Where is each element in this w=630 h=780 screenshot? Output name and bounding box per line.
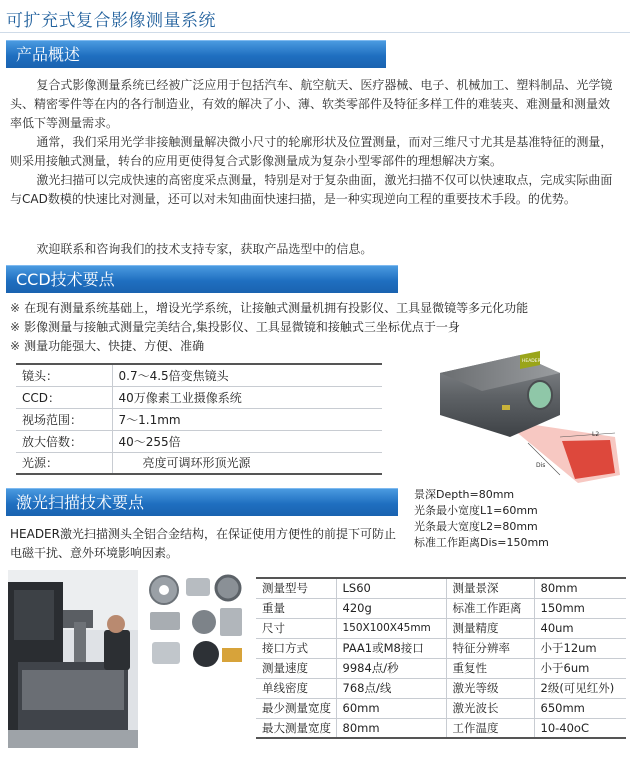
ccd-bullet-text-3: 测量功能强大、快捷、方便、准确: [24, 339, 205, 353]
table-row: [256, 658, 626, 678]
table-row: [256, 578, 626, 598]
machine-photo: [8, 570, 138, 748]
spec-label: 测量精度: [446, 618, 534, 638]
laser-dim-max-width: 光条最大宽度L2=80mm: [414, 520, 538, 533]
spec-label: 测量景深: [446, 578, 534, 598]
section-header-ccd: CCD技术要点: [6, 265, 398, 293]
spec-value: 7～1.1mm: [112, 408, 382, 430]
spec-label: 标准工作距离: [446, 598, 534, 618]
table-row: [16, 386, 382, 408]
spec-label: 最少测量宽度: [256, 698, 336, 718]
spec-label: 激光等级: [446, 678, 534, 698]
spec-value: 150mm: [534, 598, 626, 618]
table-row: [256, 638, 626, 658]
part-sensor: [193, 641, 219, 667]
laser-emitter: [502, 405, 510, 410]
spec-value: 768点/线: [336, 678, 446, 698]
overview-paragraph-2: 通常，我们采用光学非接触测量解决微小尺寸的轮廓形状及位置测量，而对三维尺寸尤其是基准特征的测量，则采用接触式测量，转台的应用更使得复合式影像测量成为复杂小型零部件的理想解决方案。: [10, 135, 613, 168]
spec-label: 单线密度: [256, 678, 336, 698]
spec-value: 2级(可见红外): [534, 678, 626, 698]
spec-value: 40～255倍: [112, 430, 382, 452]
spec-value: 80mm: [336, 718, 446, 738]
spec-value: 0.7～4.5倍变焦镜头: [112, 364, 382, 386]
laser-dim-depth: 景深Depth=80mm: [414, 488, 515, 501]
spec-label: 镜头：: [16, 364, 112, 386]
overview-paragraph-1: 复合式影像测量系统已经被广泛应用于包括汽车、航空航天、医疗器械、电子、机械加工、塑料制品、光学镜头、精密零件等在内的各行制造业，有效的解决了小、薄、软类零部件及特征多样工件的难装夹、难测量和测量效率低下等测量需求。: [10, 78, 613, 130]
table-row: [16, 430, 382, 452]
ccd-bullet-1: [10, 299, 528, 317]
spec-value: 40um: [534, 618, 626, 638]
spec-label: 重复性: [446, 658, 534, 678]
title-divider: [0, 32, 630, 33]
spec-value: 420g: [336, 598, 446, 618]
table-row: [256, 698, 626, 718]
part-plate: [150, 612, 180, 630]
spec-value: 650mm: [534, 698, 626, 718]
section-header-overview: 产品概述: [6, 40, 386, 68]
laser-description: HEADER激光扫描测头全铝合金结构，在保证使用方便性的前提下可防止电磁干扰、意外环境影响因素。: [10, 527, 396, 560]
table-row: [16, 452, 382, 474]
spec-value: 10-40oC: [534, 718, 626, 738]
part-housing: [152, 642, 180, 664]
table-row: [256, 718, 626, 738]
table-row: [16, 408, 382, 430]
table-row: [256, 598, 626, 618]
part-bracket: [186, 578, 210, 596]
spec-value: 小于6um: [534, 658, 626, 678]
spec-label: 测量速度: [256, 658, 336, 678]
ccd-bullet-text-2: 影像测量与接触式测量完美结合,集投影仪、工具显微镜和接触式三坐标优点于一身: [24, 320, 460, 334]
dim-label-dis: Dis: [536, 462, 546, 469]
laser-scanner-illustration: [410, 345, 625, 485]
spec-label: 尺寸: [256, 618, 336, 638]
spec-label: 接口方式: [256, 638, 336, 658]
bullet-mark: ※: [10, 301, 21, 315]
spec-value: PAA1或M8接口: [336, 638, 446, 658]
section-header-laser: 激光扫描技术要点: [6, 488, 398, 516]
spec-label: 放大倍数：: [16, 430, 112, 452]
table-row: [256, 678, 626, 698]
laser-dim-distance: 标准工作距离Dis=150mm: [414, 536, 549, 549]
page-title: 可扩充式复合影像测量系统: [6, 11, 216, 31]
ccd-bullet-text-1: 在现有测量系统基础上，增设光学系统，让接触式测量机拥有投影仪、工具显微镜等多元化功能: [24, 301, 529, 315]
table-row: [16, 364, 382, 386]
spec-label: 视场范围：: [16, 408, 112, 430]
dim-label-l2: L2: [592, 431, 600, 438]
spec-label: 工作温度: [446, 718, 534, 738]
spec-value: 60mm: [336, 698, 446, 718]
laser-dim-min-width: 光条最小宽度L1=60mm: [414, 504, 538, 517]
spec-label: 最大测量宽度: [256, 718, 336, 738]
spec-label: 光源：: [16, 452, 112, 474]
parts-photo: [146, 572, 246, 672]
overview-paragraph-3: 激光扫描可以完成快速的高密度采点测量，特别是对于复杂曲面，激光扫描不仅可以快速取点，完成实际曲面与CAD数模的快速比对测量，还可以对未知曲面快速扫描，是一种实现逆向工程的重要技术手段。的优势。: [10, 173, 613, 206]
operator-figure: [104, 630, 130, 670]
spec-value: 9984点/秒: [336, 658, 446, 678]
spec-value: 亮度可调环形顶光源: [112, 452, 382, 474]
ccd-spec-table: [16, 363, 382, 475]
part-flange: [216, 576, 240, 600]
spec-value: 150X100X45mm: [336, 618, 446, 638]
spec-value: LS60: [336, 578, 446, 598]
spec-value: 小于12um: [534, 638, 626, 658]
table-row: [256, 618, 626, 638]
scanner-lens: [528, 381, 552, 409]
part-cylinder: [192, 610, 216, 634]
spec-label: CCD：: [16, 386, 112, 408]
spec-value: 40万像素工业摄像系统: [112, 386, 382, 408]
laser-dimensions: [414, 487, 549, 551]
laser-spec-table: [256, 577, 626, 739]
ccd-bullet-3: [10, 337, 204, 355]
ccd-bullet-2: [10, 318, 460, 336]
bullet-mark: ※: [10, 320, 21, 334]
brand-label: HEADER: [522, 359, 541, 364]
spec-value: 80mm: [534, 578, 626, 598]
spec-label: 测量型号: [256, 578, 336, 598]
spec-label: 激光波长: [446, 698, 534, 718]
bullet-mark: ※: [10, 339, 21, 353]
overview-paragraph-4: 欢迎联系和咨询我们的技术支持专家，获取产品选型中的信息。: [36, 242, 373, 256]
spec-label: 特征分辨率: [446, 638, 534, 658]
spec-label: 重量: [256, 598, 336, 618]
